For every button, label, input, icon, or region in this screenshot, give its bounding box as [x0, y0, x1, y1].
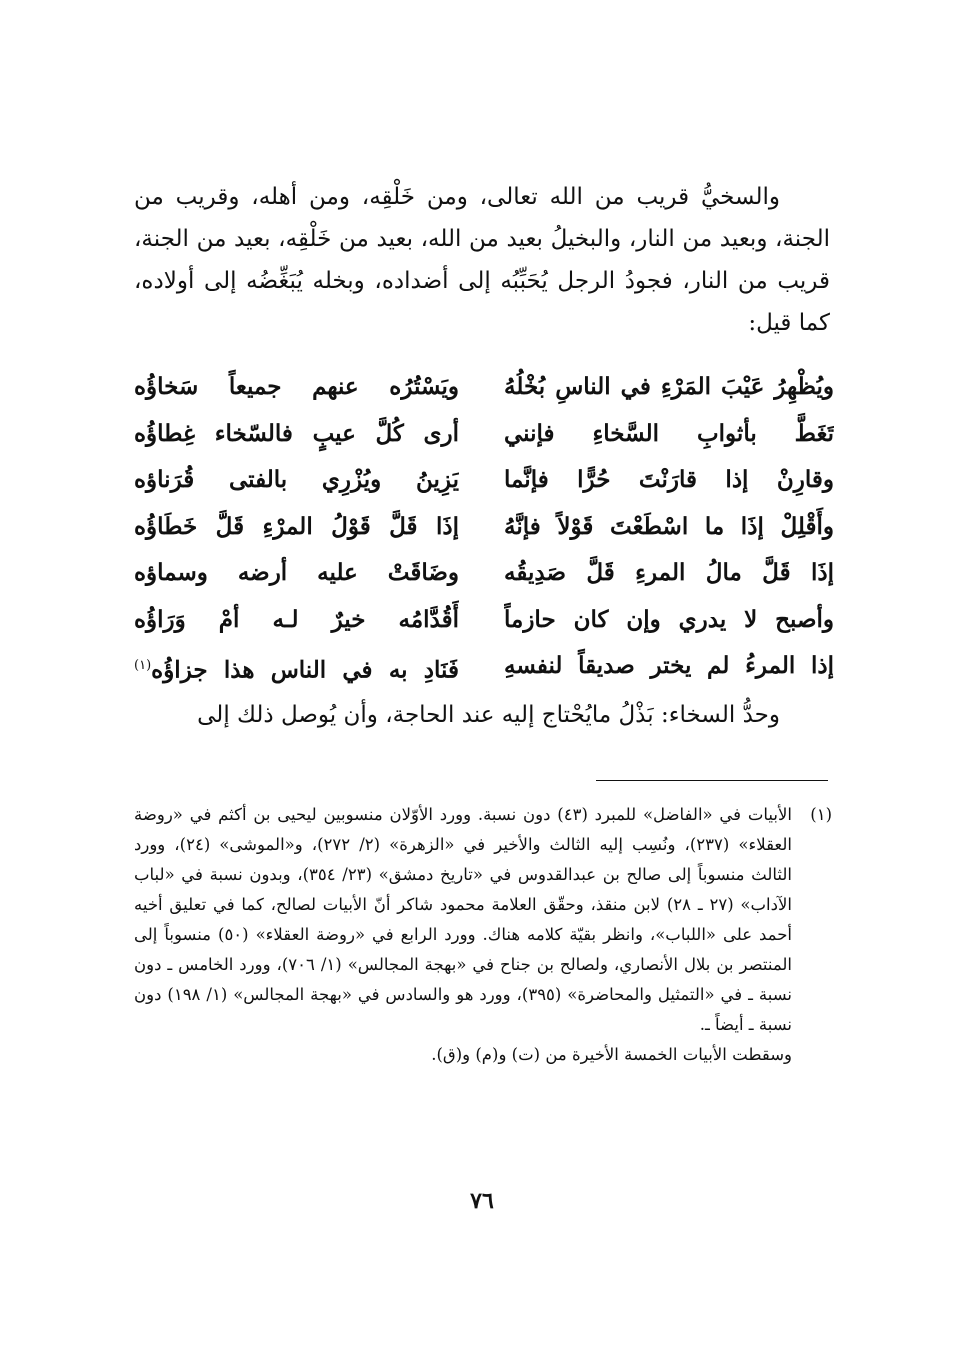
verse-second-hemistich: يَزِينُ ويُزْرِي بالفتى قُرَناؤه [134, 466, 459, 493]
footnote-number: (١) [810, 805, 832, 824]
footnote-text: الأبيات في «الفاضل» للمبرد (٤٣) دون نسبة. وورد الأوّلان منسوبين ليحيى بن أكثم في «روضة العقلاء» (٢٣٧)، ونُسِب إليه الثالث والأخير في «الزهرة» (٢/ ٢٧٢)، و«الموشى» (٢٤)، وورد الثالث منسوباً إلى صالح بن عبدالقدوس في «تاريخ دمشق» (٢٣/ ٣٥٤)، وبدون نسبة في «لباب الآداب» (٢٧ ـ ٢٨) لابن منقذ، وحقّق العلامة محمود شاكر أنّ الأبيات لصالح، كما في تعليق أخيه أحمد على «اللباب»، وانظر بقيّة كلامه هناك. وورد الرابع في «روضة العقلاء» (٥٠) منسوباً إلى المنتصر بن بلال الأنصاري، ولصالح بن جناح في «بهجة المجالس» (١/ ٧٠٦)، وورد الخامس ـ دون نسبة ـ في «التمثيل والمحاضرة» (٣٩٥)، وورد هو والسادس في «بهجة المجالس» (١/ ١٩٨) دون نسبة ـ أيضاً ـ. [134, 805, 793, 1034]
verse-second-hemistich [134, 643, 459, 690]
verse-first-hemistich: تَغَطَّ بأثوابِ السَّخاءِ فإنني [504, 419, 834, 447]
verse-first-hemistich: ويُظْهِرُ عَيْبَ المَرْءِ في الناسِ بُخْلُهُ [504, 373, 834, 400]
body-paragraph [134, 176, 830, 344]
footnote-separator [596, 780, 828, 781]
verse-second-hemistich: أرى كُلَّ عيبٍ فالسّخاء غِطاؤُه [134, 419, 459, 447]
verse-second-hemistich: أَقُدَّامُه خيرٌ لـه أمْ وَرَاؤُه [134, 605, 459, 633]
page-number: ٧٦ [470, 1188, 494, 1214]
poem-verse [134, 364, 834, 411]
poem-verse [134, 643, 834, 690]
poem-verse [134, 457, 834, 504]
poem-verse [134, 597, 834, 644]
poem [134, 364, 834, 690]
verse-first-hemistich: وأَقْلِلْ إذَا ما اسْطَعْتَ قَوْلاً فإنَّهُ [504, 512, 834, 540]
poem-verse [134, 411, 834, 458]
footnote-reference[interactable]: (١) [134, 658, 152, 673]
verse-second-hemistich-text: فَنَادِ به في الناس هذا جزاؤُه [151, 656, 459, 684]
footnote-body [134, 800, 792, 1070]
verse-first-hemistich: إذَا قَلَّ مالُ المرءِ قَلَّ صَدِيقُه [504, 559, 834, 586]
poem-verse [134, 550, 834, 597]
poem-verse [134, 504, 834, 551]
footnote-row [134, 800, 832, 1070]
footnote [134, 800, 832, 1070]
verse-first-hemistich: وأصبح لا يدري وإن كان حازماً [504, 605, 834, 633]
verse-second-hemistich: إذَا قَلَّ قَوْلُ المرْءِ قَلَّ خَطَاؤُه [134, 512, 459, 540]
paragraph-text: والسخيُّ قريب من الله تعالى، ومن خَلْقِه، ومن أهله، وقريب من الجنة، وبعيد من النار، والبخيلُ بعيد من الله، بعيد من خَلْقِه، بعيد من الجنة، قريب من النار، فجودُ الرجل يُحَبِّبُه إلى أضداده، وبخله يُبَغِّضُه إلى أولاده، كما قيل: [134, 184, 830, 336]
verse-first-hemistich: وقارِنْ إذا قارَنْتَ حُرًّا فإنَّما [504, 466, 834, 493]
footnote-text-continued: وسقطت الأبيات الخمسة الأخيرة من (ت) و(م) و(ق). [431, 1045, 792, 1064]
verse-first-hemistich: إذا المرءُ لم يختر صديقاً لنفسهِ [504, 652, 834, 679]
verse-second-hemistich: ويَسْتُرُه عنهم جميعاً سَخاؤُه [134, 373, 459, 400]
verse-second-hemistich: وضَاقَتْ عليه أرضه وسماؤه [134, 559, 459, 586]
closing-line: وحدُّ السخاء: بَذْلُ مايُحْتاج إليه عند الحاجة، وأن يُوصل ذلك إلى [197, 702, 780, 728]
